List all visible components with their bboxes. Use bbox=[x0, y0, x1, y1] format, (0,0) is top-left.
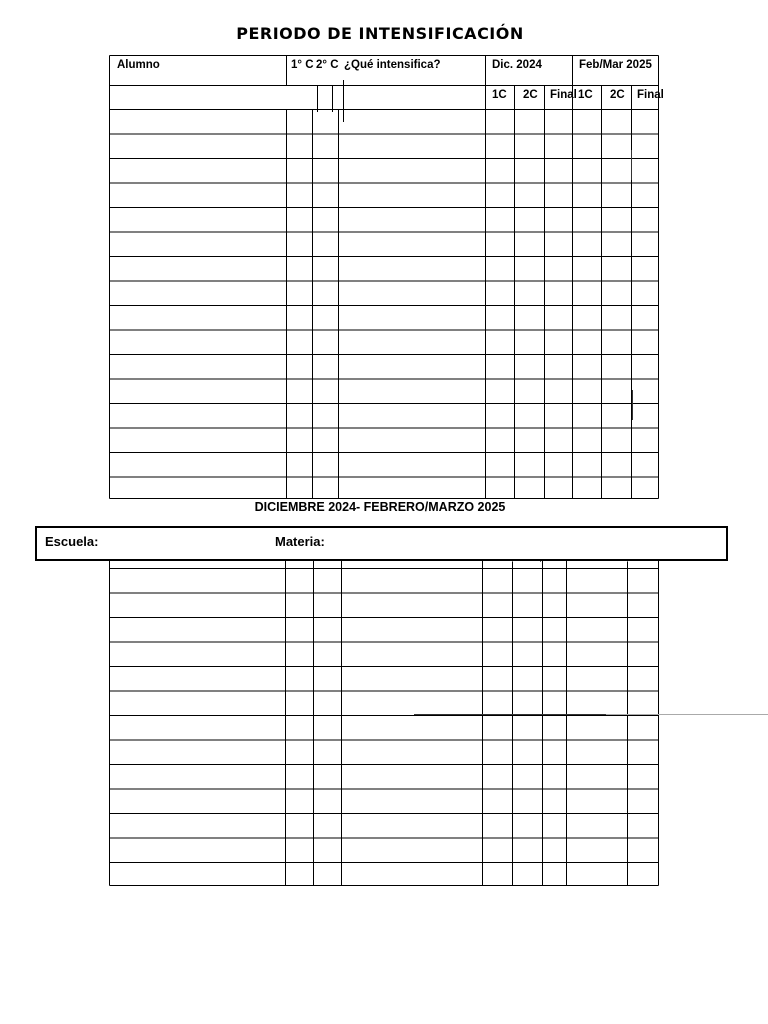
header-2c: 2° C bbox=[316, 59, 339, 71]
header-dic-1c: 1C bbox=[492, 89, 507, 101]
header-que-intensifica: ¿Qué intensifica? bbox=[344, 59, 441, 71]
header-feb-mar-2025: Feb/Mar 2025 bbox=[579, 59, 652, 71]
stray-lines bbox=[414, 150, 768, 715]
period-subtitle: DICIEMBRE 2024- FEBRERO/MARZO 2025 bbox=[254, 500, 506, 514]
upper-table-grid bbox=[110, 56, 659, 499]
header-feb-2c: 2C bbox=[610, 89, 625, 101]
page-title: PERIODO DE INTENSIFICACIÓN bbox=[236, 24, 524, 43]
header-1c: 1° C bbox=[291, 59, 314, 71]
header-dic-2c: 2C bbox=[523, 89, 538, 101]
header-dic-final: Final bbox=[550, 89, 577, 101]
header-alumno: Alumno bbox=[117, 59, 160, 71]
header-dic-2024: Dic. 2024 bbox=[492, 59, 542, 71]
materia-label: Materia: bbox=[275, 534, 325, 549]
header-feb-1c: 1C bbox=[578, 89, 593, 101]
header-feb-final: Final bbox=[637, 89, 664, 101]
lower-table-grid bbox=[110, 561, 659, 886]
escuela-label: Escuela: bbox=[45, 534, 99, 549]
school-info-box bbox=[35, 526, 728, 561]
